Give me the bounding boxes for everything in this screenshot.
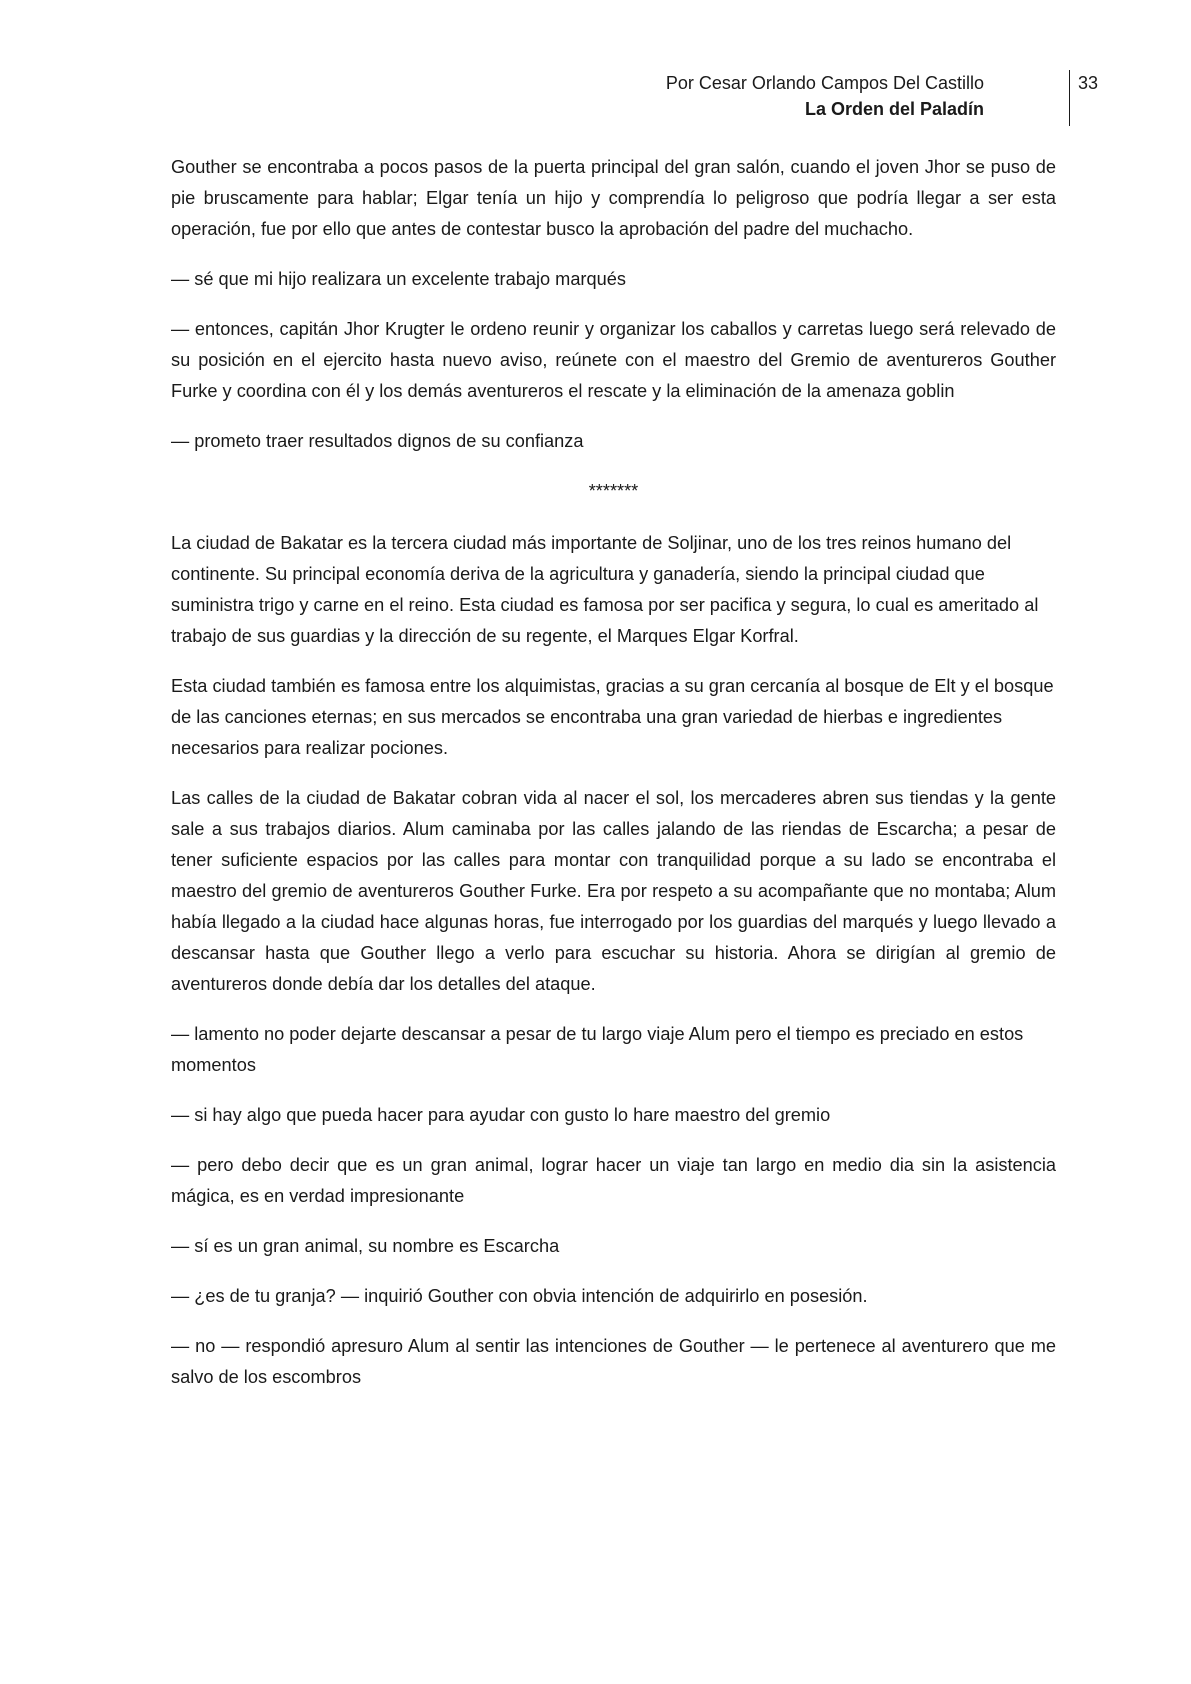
running-header (666, 70, 984, 122)
paragraph: Las calles de la ciudad de Bakatar cobran vida al nacer el sol, los mercaderes abren sus tiendas y la gente sale a sus trabajos diarios. Alum caminaba por las calles jalando de las riendas de Escarcha; a pesar de tener suficiente espacios por las calles para montar con tranquilidad porque a su lado se encontraba el maestro del gremio de aventureros Gouther Furke. Era por respeto a su acompañante que no montaba; Alum había llegado a la ciudad hace algunas horas, fue interrogado por los guardias del marqués y luego llevado a descansar hasta que Gouther llego a verlo para escuchar su historia. Ahora se dirigían al gremio de aventureros donde debía dar los detalles del ataque. (171, 788, 1056, 994)
header-divider (1069, 70, 1070, 126)
dialogue-line: — no — respondió apresuro Alum al sentir las intenciones de Gouther — le pertenece al aventurero que me salvo de los escombros (171, 1336, 1056, 1387)
body-text (171, 152, 1056, 1412)
dialogue-line: — prometo traer resultados dignos de su confianza (171, 431, 584, 451)
paragraph: Gouther se encontraba a pocos pasos de la puerta principal del gran salón, cuando el joven Jhor se puso de pie bruscamente para hablar; Elgar tenía un hijo y comprendía lo peligroso que podría llegar a ser esta operación, fue por ello que antes de contestar busco la aprobación del padre del muchacho. (171, 157, 1056, 239)
header-author: Por Cesar Orlando Campos Del Castillo (665, 73, 984, 93)
scene-separator: ******* (588, 481, 639, 501)
paragraph: Esta ciudad también es famosa entre los alquimistas, gracias a su gran cercanía al bosque de Elt y el bosque de las canciones eternas; en sus mercados se encontraba una gran variedad de hierbas e ingredientes necesarios para realizar pociones. (171, 676, 1054, 758)
dialogue-line: — lamento no poder dejarte descansar a pesar de tu largo viaje Alum pero el tiempo es preciado en estos momentos (171, 1024, 1024, 1075)
dialogue-line: — sí es un gran animal, su nombre es Escarcha (171, 1236, 560, 1256)
dialogue-line: — si hay algo que pueda hacer para ayudar con gusto lo hare maestro del gremio (171, 1105, 831, 1125)
dialogue-line: — ¿es de tu granja? — inquirió Gouther con obvia intención de adquirirlo en posesión. (171, 1286, 868, 1306)
header-book-title: La Orden del Paladín (804, 99, 984, 119)
paragraph: La ciudad de Bakatar es la tercera ciudad más importante de Soljinar, uno de los tres reinos humano del continente. Su principal economía deriva de la agricultura y ganadería, siendo la principal ciudad que suministra trigo y carne en el reino. Esta ciudad es famosa por ser pacifica y segura, lo cual es ameritado al trabajo de sus guardias y la dirección de su regente, el Marques Elgar Korfral. (171, 533, 1039, 646)
page-number: 33 (1078, 73, 1099, 93)
dialogue-line: — sé que mi hijo realizara un excelente trabajo marqués (171, 269, 626, 289)
dialogue-line: — entonces, capitán Jhor Krugter le ordeno reunir y organizar los caballos y carretas luego será relevado de su posición en el ejercito hasta nuevo aviso, reúnete con el maestro del Gremio de aventureros Gouther Furke y coordina con él y los demás aventureros el rescate y la eliminación de la amenaza goblin (171, 319, 1056, 401)
dialogue-line: — pero debo decir que es un gran animal, lograr hacer un viaje tan largo en medio dia sin la asistencia mágica, es en verdad impresionante (171, 1155, 1056, 1206)
